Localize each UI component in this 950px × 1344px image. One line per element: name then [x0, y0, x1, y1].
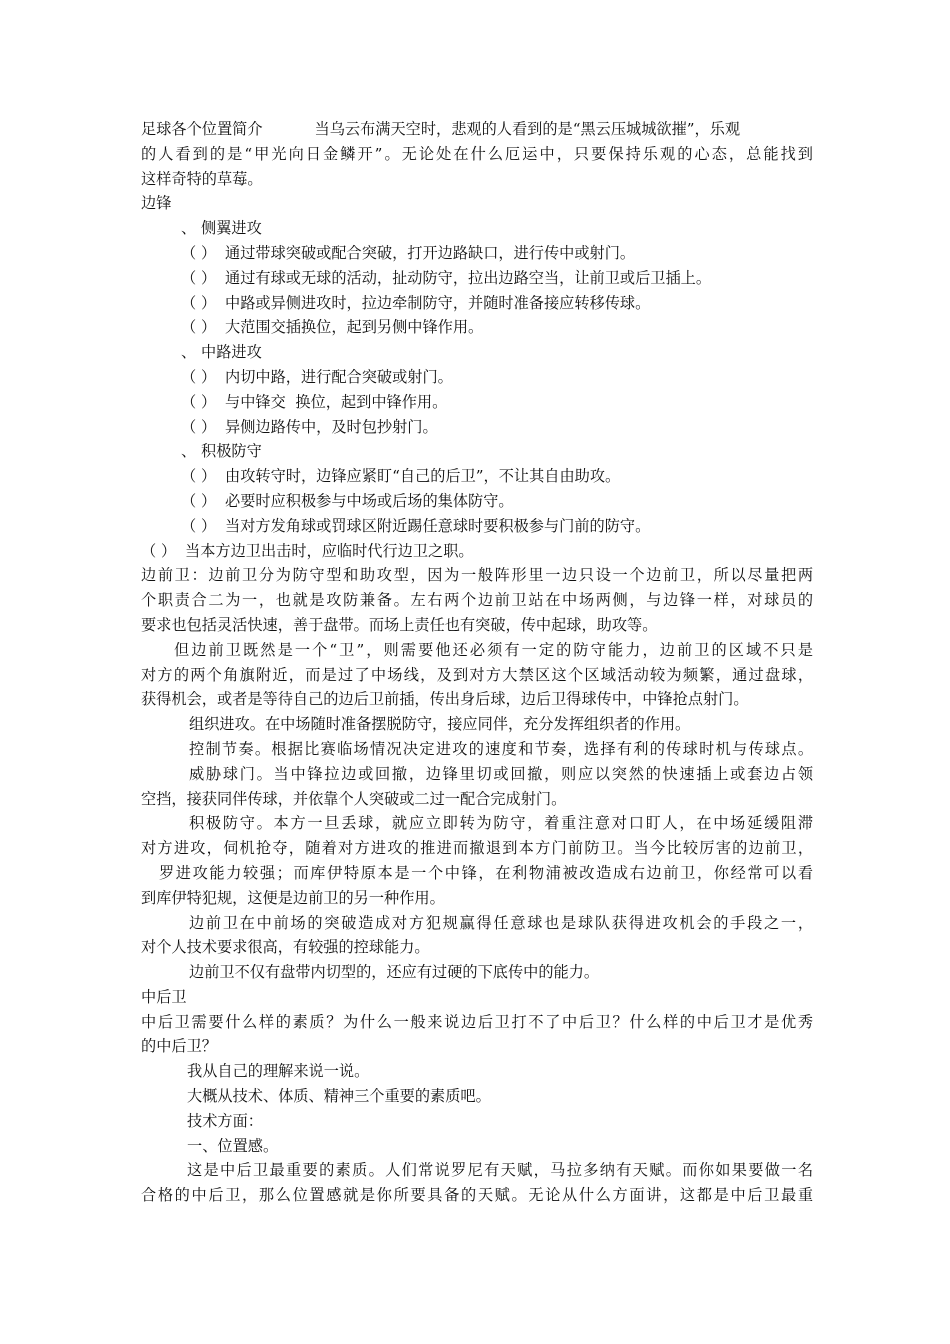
- paragraph-line: 要求也包括灵活快速，善于盘带。而场上责任也有突破，传中起球，助攻等。: [141, 615, 658, 634]
- item-marker: （ ）: [181, 516, 217, 535]
- item-marker: （ ）: [181, 318, 217, 337]
- list-item: [141, 365, 813, 390]
- paragraph-line: 控制节奏。根据比赛临场情况决定进攻的速度和节奏，选择有利的传球时机与传球点。: [189, 739, 813, 758]
- paragraph-line: 合格的中后卫，那么位置感就是你所要具备的天赋。无论从什么方面讲，这都是中后卫最重: [141, 1186, 813, 1205]
- item-marker: （ ）: [181, 268, 217, 287]
- list-item: [141, 315, 813, 340]
- paragraph-line: 对个人技术要求很高，有较强的控球能力。: [141, 938, 430, 957]
- subsection-heading: 、 积极防守: [181, 442, 262, 461]
- paragraph-line: 边前卫：边前卫分为防守型和助攻型，因为一般阵形里一边只设一个边前卫，所以尽量把两: [141, 566, 813, 585]
- item-marker: （ ）: [181, 392, 217, 411]
- section-heading-center-back: 中后卫: [141, 987, 187, 1006]
- list-item: [141, 514, 813, 539]
- list-item: [141, 266, 813, 291]
- paragraph-line: 对方的两个角旗附近，而是过了中场线，及到对方大禁区这个区域活动较为频繁，通过盘球，: [141, 665, 813, 684]
- paragraph-line: 边前卫在中前场的突破造成对方犯规赢得任意球也是球队获得进攻机会的手段之一，: [189, 913, 813, 932]
- paragraph-line: 一、位置感。: [187, 1136, 279, 1155]
- list-item: [141, 415, 813, 440]
- paragraph-line: 的人看到的是“甲光向日金鳞开”。无论处在什么厄运中，只要保持乐观的心态，总能找到: [141, 144, 813, 163]
- item-marker: （ ）: [181, 243, 217, 262]
- subsection-heading: 、 侧翼进攻: [181, 219, 262, 238]
- item-marker: （ ）: [141, 541, 177, 560]
- paragraph-line: 积极防守。本方一旦丢球，就应立即转为防守，着重注意对口盯人，在中场延缓阻滞: [189, 814, 813, 833]
- title-line: [141, 117, 813, 142]
- section-heading-winger: 边锋: [141, 194, 172, 213]
- item-marker: （ ）: [181, 293, 217, 312]
- paragraph-line: 组织进攻。在中场随时准备摆脱防守，接应同伴，充分发挥组织者的作用。: [189, 715, 691, 734]
- item-text: 由攻转守时，边锋应紧盯“自己的后卫”，不让其自由助攻。: [225, 467, 621, 486]
- paragraph-line: 但边前卫既然是一个“卫”，则需要他还必须有一定的防守能力，边前卫的区域不只是: [174, 640, 813, 659]
- item-text: 通过有球或无球的活动，扯动防守，拉出边路空当，让前卫或后卫插上。: [225, 268, 711, 287]
- item-text: 内切中路，进行配合突破或射门。: [225, 367, 453, 386]
- list-item: [141, 489, 813, 514]
- paragraph-line: 这是中后卫最重要的素质。人们常说罗尼有天赋，马拉多纳有天赋。而你如果要做一名: [187, 1161, 813, 1180]
- paragraph-line: 大概从技术、体质、精神三个重要的素质吧。: [187, 1087, 491, 1106]
- item-text: 通过带球突破或配合突破，打开边路缺口，进行传中或射门。: [225, 243, 636, 262]
- paragraph-line: 到库伊特犯规，这便是边前卫的另一种作用。: [141, 888, 445, 907]
- paragraph-line: 获得机会，或者是等待自己的边后卫前插，传出身后球，边后卫得球传中，中锋抢点射门。: [141, 690, 749, 709]
- item-text: 中路或异侧进攻时，拉边牵制防守，并随时准备接应转移传球。: [225, 293, 651, 312]
- paragraph-line: 的中后卫？: [141, 1037, 217, 1056]
- item-marker: （ ）: [181, 367, 217, 386]
- paragraph-line: 我从自己的理解来说一说。: [187, 1062, 370, 1081]
- item-text: 必要时应积极参与中场或后场的集体防守。: [225, 491, 514, 510]
- paragraph-line: 边前卫不仅有盘带内切型的，还应有过硬的下底传中的能力。: [189, 963, 600, 982]
- paragraph-line: 技术方面：: [187, 1111, 263, 1130]
- item-text: 与中锋交 换位，起到中锋作用。: [225, 392, 448, 411]
- document-body: [141, 117, 813, 1208]
- list-item: [141, 464, 813, 489]
- item-marker: （ ）: [181, 417, 217, 436]
- paragraph-line: 个职责合二为一，也就是攻防兼备。左右两个边前卫站在中场两侧，与边锋一样，对球员的: [141, 591, 813, 610]
- paragraph-text: 当乌云布满天空时，悲观的人看到的是“黑云压城城欲摧”，乐观: [314, 120, 741, 138]
- paragraph-line: 空挡，接获同伴传球，并依靠个人突破或二过一配合完成射门。: [141, 789, 567, 808]
- paragraph-line: 对方进攻，伺机抢夺，随着对方进攻的推进而撤退到本方门前防卫。当今比较厉害的边前卫，: [141, 839, 813, 858]
- list-item: [141, 390, 813, 415]
- paragraph-line: 中后卫需要什么样的素质？为什么一般来说边后卫打不了中后卫？什么样的中后卫才是优秀: [141, 1012, 813, 1031]
- subsection-heading: 、 中路进攻: [181, 343, 262, 362]
- list-item: [141, 291, 813, 316]
- paragraph-line: 这样奇特的草莓。: [141, 169, 263, 188]
- item-marker: （ ）: [181, 467, 217, 486]
- list-item: [141, 241, 813, 266]
- list-item: [141, 539, 813, 564]
- item-marker: （ ）: [181, 491, 217, 510]
- item-text: 大范围交插换位，起到另侧中锋作用。: [225, 318, 484, 337]
- paragraph-line: 罗进攻能力较强；而库伊特原本是一个中锋，在利物浦被改造成右边前卫，你经常可以看: [159, 863, 813, 882]
- document-title: 足球各个位置简介: [141, 120, 263, 138]
- paragraph-line: 威胁球门。当中锋拉边或回撤，边锋里切或回撤，则应以突然的快速插上或套边占领: [189, 764, 813, 783]
- item-text: 异侧边路传中，及时包抄射门。: [225, 417, 438, 436]
- item-text: 当本方边卫出击时，应临时代行边卫之职。: [185, 541, 474, 560]
- item-text: 当对方发角球或罚球区附近踢任意球时要积极参与门前的防守。: [225, 516, 651, 535]
